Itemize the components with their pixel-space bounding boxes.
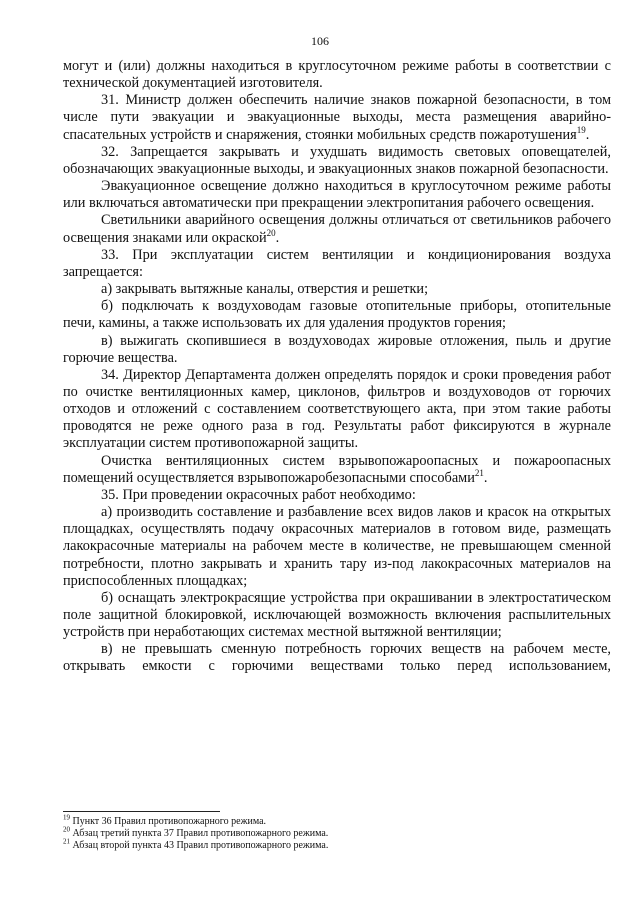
paragraph-33-c: в) выжигать скопившиеся в воздуховодах жировые отложения, пыль и другие горючие вещества.: [63, 332, 611, 366]
footnote-ref[interactable]: 19: [576, 124, 586, 135]
paragraph-33: 33. При эксплуатации систем вентиляции и кондиционирования воздуха запрещается:: [63, 246, 611, 280]
paragraph-35-c: в) не превышать сменную потребность горючих веществ на рабочем месте, открывать емкости с горючими веществами только перед использованием,: [63, 641, 611, 675]
paragraph-33-b: б) подключать к воздуховодам газовые отопительные приборы, отопительные печи, камины, а также использовать их для удаления продуктов горения;: [63, 298, 611, 332]
paragraph-ventilation-cleaning: Очистка вентиляционных систем взрывопожароопасных и пожароопасных помещений осуществляется взрывопожаробезопасными способами$^{21}$.: [63, 452, 611, 486]
paragraph-35-b: б) оснащать электрокрасящие устройства при окрашивании в электростатическом поле защитной блокировкой, исключающей возможность включения распылительных устройств при неработающих системах местной вытяжной вентиляции;: [63, 589, 611, 641]
paragraph-lamps: Светильники аварийного освещения должны отличаться от светильников рабочего освещения знаками или окраской$^{20}$.: [63, 212, 611, 246]
paragraph-emergency-lighting: Эвакуационное освещение должно находиться в круглосуточном режиме работы или включаться автоматически при прекращении электропитания рабочего освещения.: [63, 178, 611, 212]
footnote-19: $^{19}$ Пункт 36 Правил противопожарного режима.: [63, 813, 267, 827]
paragraph-31: 31. Министр должен обеспечить наличие знаков пожарной безопасности, в том числе пути эвакуации и эвакуационные выходы, места размещения аварийно-спасательных устройств и снаряжения, стоянки мобильных средств пожаротушения$^{19}$.: [63, 92, 611, 143]
footnote-divider: [63, 811, 220, 812]
paragraph-33-a: а) закрывать вытяжные каналы, отверстия и решетки;: [101, 281, 429, 298]
paragraph-34: 34. Директор Департамента должен определять порядок и сроки проведения работ по очистке вентиляционных камер, циклонов, фильтров и воздуховодов от горючих отходов и отложений с составлением соответствующего акта, при этом такие работы проводятся не реже одного раза в год. Результаты работ фиксируются в журнале эксплуатации систем противопожарной защиты.: [63, 366, 611, 452]
paragraph-32: 32. Запрещается закрывать и ухудшать видимость световых оповещателей, обозначающих эвакуационные выходы, и эвакуационных знаков пожарной безопасности.: [63, 143, 611, 177]
paragraph-35: 35. При проведении окрасочных работ необходимо:: [101, 486, 416, 503]
page-number: 106: [311, 34, 329, 48]
footnote-ref[interactable]: 21: [474, 467, 484, 478]
document-body: [63, 58, 611, 676]
paragraph-35-a: а) производить составление и разбавление всех видов лаков и красок на открытых площадках, осуществлять подачу окрасочных материалов в готовом виде, размещать лакокрасочные материалы на рабочем месте в количестве, не превышающем сменной потребности, плотно закрывать и хранить тару из-под лакокрасочных материалов на приспособленных площадках;: [63, 504, 611, 589]
footnote-ref[interactable]: 20: [266, 227, 276, 238]
footnotes: [63, 813, 611, 852]
footnote-21: $^{21}$ Абзац второй пункта 43 Правил противопожарного режима.: [63, 837, 329, 851]
paragraph-0: могут и (или) должны находиться в круглосуточном режиме работы в соответствии с технической документацией изготовителя.: [63, 58, 611, 92]
footnote-20: $^{20}$ Абзац третий пункта 37 Правил противопожарного режима.: [63, 825, 329, 839]
